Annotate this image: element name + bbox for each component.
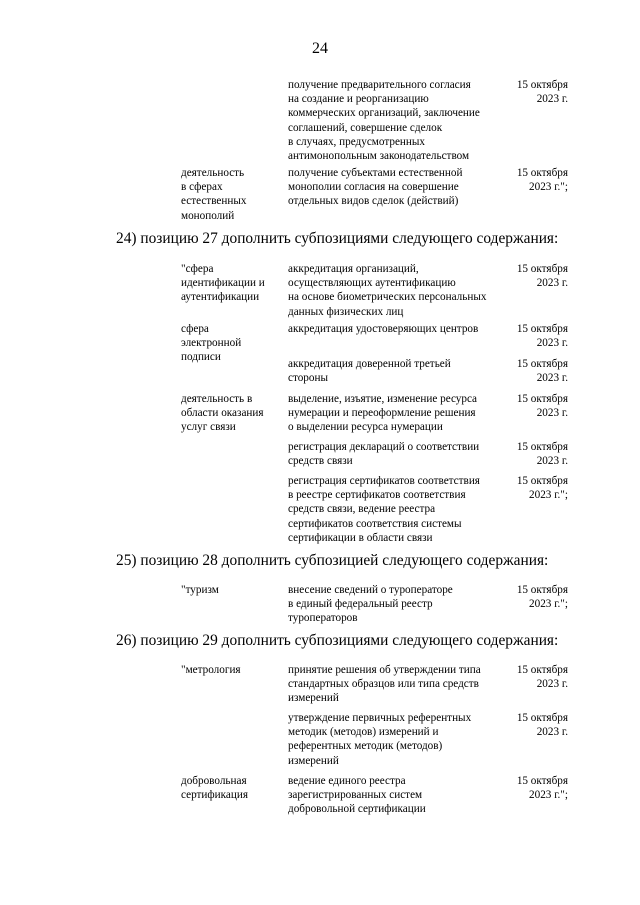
page-number: 24 (312, 40, 328, 57)
row-date: 15 октября 2023 г. (516, 79, 568, 106)
row-subject: "метрология (181, 664, 241, 676)
row-subject: деятельность в сферах естественных монополий (181, 167, 247, 222)
row-description: регистрация сертификатов соответствия в реестре сертификатов соответствия средств связи, ведение реестра сертификатов соответствия системы сертификации в области связи (288, 475, 480, 544)
row-description: получение субъектами естественной монополии согласия на совершение отдельных видов сделок (действий) (288, 167, 463, 208)
row-date: 15 октября 2023 г. (516, 358, 568, 385)
amendment-heading: 25) позицию 28 дополнить субпозицией следующего содержания: (116, 552, 549, 569)
row-description: утверждение первичных референтных методик (методов) измерений и референтных методик (методов) измерений (288, 712, 472, 767)
row-subject: "сфера идентификации и аутентификации (181, 263, 265, 304)
row-subject: деятельность в области оказания услуг связи (181, 393, 264, 434)
row-description: выделение, изъятие, изменение ресурса нумерации и переоформление решения о выделении ресурса нумерации (288, 393, 478, 434)
row-description: ведение единого реестра зарегистрированных систем добровольной сертификации (288, 775, 426, 816)
row-date: 15 октября 2023 г. (516, 263, 568, 290)
row-date: 15 октября 2023 г. (516, 664, 568, 691)
row-description: аккредитация удостоверяющих центров (288, 323, 479, 335)
amendment-heading: 24) позицию 27 дополнить субпозициями следующего содержания: (116, 230, 559, 247)
row-date: 15 октября 2023 г. (516, 441, 568, 468)
row-date: 15 октября 2023 г. (516, 712, 568, 739)
row-description: регистрация деклараций о соответствии средств связи (288, 441, 480, 468)
row-description: получение предварительного согласия на создание и реорганизацию коммерческих организаций, заключение соглашений, совершение сделок в случаях, предусмотренных антимонопольным законодательством (288, 79, 480, 163)
row-subject: "туризм (181, 584, 219, 596)
row-subject: сфера электронной подписи (181, 323, 242, 364)
row-subject: добровольная сертификация (181, 775, 248, 802)
row-date: 15 октября 2023 г."; (516, 167, 568, 194)
row-date: 15 октября 2023 г."; (516, 475, 568, 502)
row-description: аккредитация доверенной третьей стороны (288, 358, 451, 385)
row-description: принятие решения об утверждении типа стандартных образцов или типа средств измерений (288, 664, 481, 705)
amendment-heading: 26) позицию 29 дополнить субпозициями следующего содержания: (116, 632, 559, 649)
row-date: 15 октября 2023 г. (516, 323, 568, 350)
row-date: 15 октября 2023 г. (516, 393, 568, 420)
row-description: аккредитация организаций, осуществляющих аутентификацию на основе биометрических персональных данных физических лиц (288, 263, 487, 318)
row-description: внесение сведений о туроператоре в единый федеральный реестр туроператоров (288, 584, 453, 625)
row-date: 15 октября 2023 г."; (516, 775, 568, 802)
row-date: 15 октября 2023 г."; (516, 584, 568, 611)
